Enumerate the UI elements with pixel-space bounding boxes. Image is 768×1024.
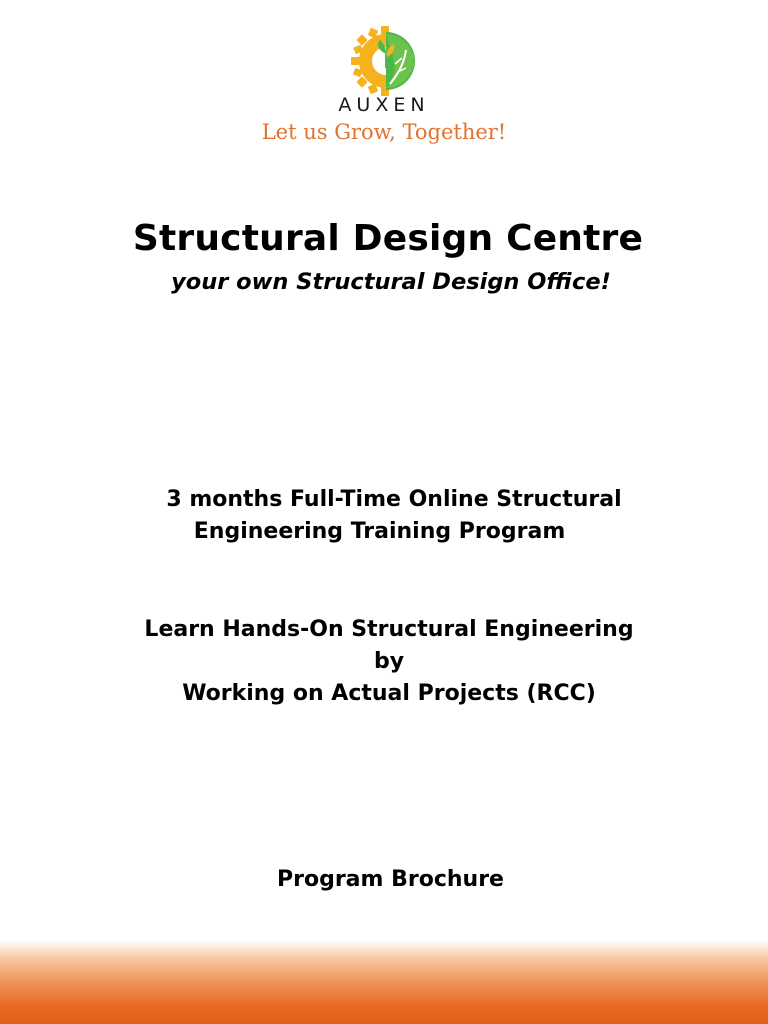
brand-name: AUXEN <box>338 94 430 116</box>
program-line-2: Engineering Training Program <box>193 519 566 544</box>
learn-line-3: Working on Actual Projects (RCC) <box>182 681 596 706</box>
page-subtitle: your own Structural Design Office! <box>171 269 611 295</box>
learn-line-1: Learn Hands-On Structural Engineering <box>144 617 634 642</box>
learn-line-2: by <box>373 649 405 674</box>
program-line-1: 3 months Full-Time Online Structural <box>166 487 622 512</box>
brochure-label: Program Brochure <box>277 867 504 892</box>
learn-description <box>0 614 768 710</box>
gear-leaf-icon <box>348 24 428 98</box>
auxen-logo <box>348 24 428 98</box>
footer-gradient-bar <box>0 940 768 1024</box>
page-title: Structural Design Centre <box>132 218 644 259</box>
program-description <box>0 484 768 548</box>
brand-tagline: Let us Grow, Together! <box>261 120 507 144</box>
